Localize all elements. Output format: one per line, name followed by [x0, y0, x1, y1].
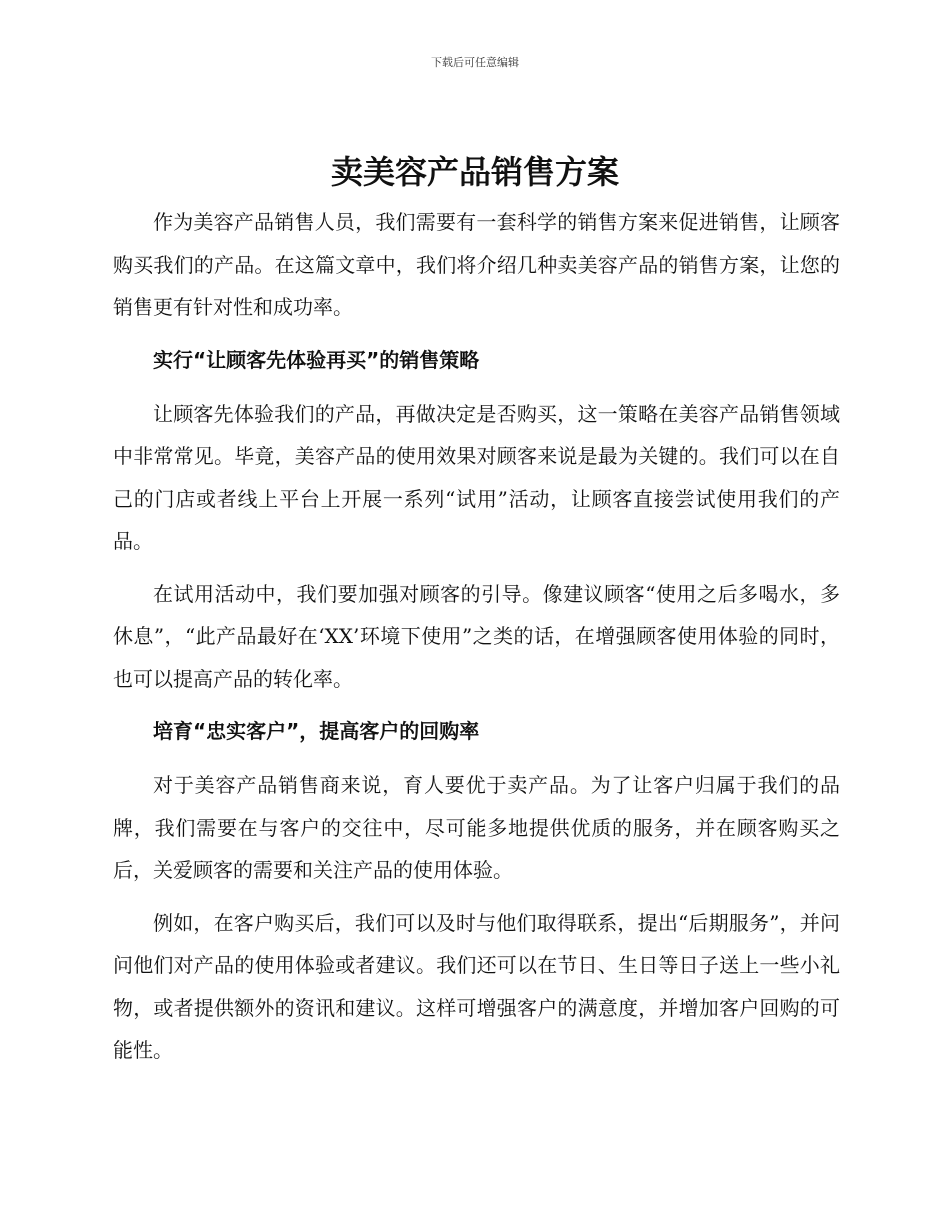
document-body: [113, 201, 840, 1082]
loyal-paragraph-2: 例如，在客户购买后，我们可以及时与他们取得联系，提出“后期服务”，并问问他们对产品的使用体验或者建议。我们还可以在节日、生日等日子送上一些小礼物，或者提供额外的资讯和建议。这样可增强客户的满意度，并增加客户回购的可能性。: [113, 910, 840, 1062]
trial-paragraph-1: 让顾客先体验我们的产品，再做决定是否购买，这一策略在美容产品销售领域中非常常见。毕竟，美容产品的使用效果对顾客来说是最为关键的。我们可以在自己的门店或者线上平台上开展一系列“试用”活动，让顾客直接尝试使用我们的产品。: [113, 401, 840, 553]
section-heading-loyal: 培育“忠实客户”，提高客户的回购率: [153, 719, 480, 743]
section-heading-trial: 实行“让顾客先体验再买”的销售策略: [153, 347, 480, 372]
document-title: 卖美容产品销售方案: [330, 153, 619, 191]
trial-paragraph-2: 在试用活动中，我们要加强对顾客的引导。像建议顾客“使用之后多喝水，多休息”，“此产品最好在‘XX’环境下使用”之类的话，在增强顾客使用体验的同时，也可以提高产品的转化率。: [113, 581, 840, 691]
loyal-paragraph-1: 对于美容产品销售商来说，育人要优于卖产品。为了让客户归属于我们的品牌，我们需要在与客户的交往中，尽可能多地提供优质的服务，并在顾客购买之后，关爱顾客的需要和关注产品的使用体验。: [113, 773, 840, 882]
intro-paragraph: 作为美容产品销售人员，我们需要有一套科学的销售方案来促进销售，让顾客购买我们的产品。在这篇文章中，我们将介绍几种卖美容产品的销售方案，让您的销售更有针对性和成功率。: [113, 210, 840, 319]
page-header: 下载后可任意编辑: [431, 56, 519, 69]
